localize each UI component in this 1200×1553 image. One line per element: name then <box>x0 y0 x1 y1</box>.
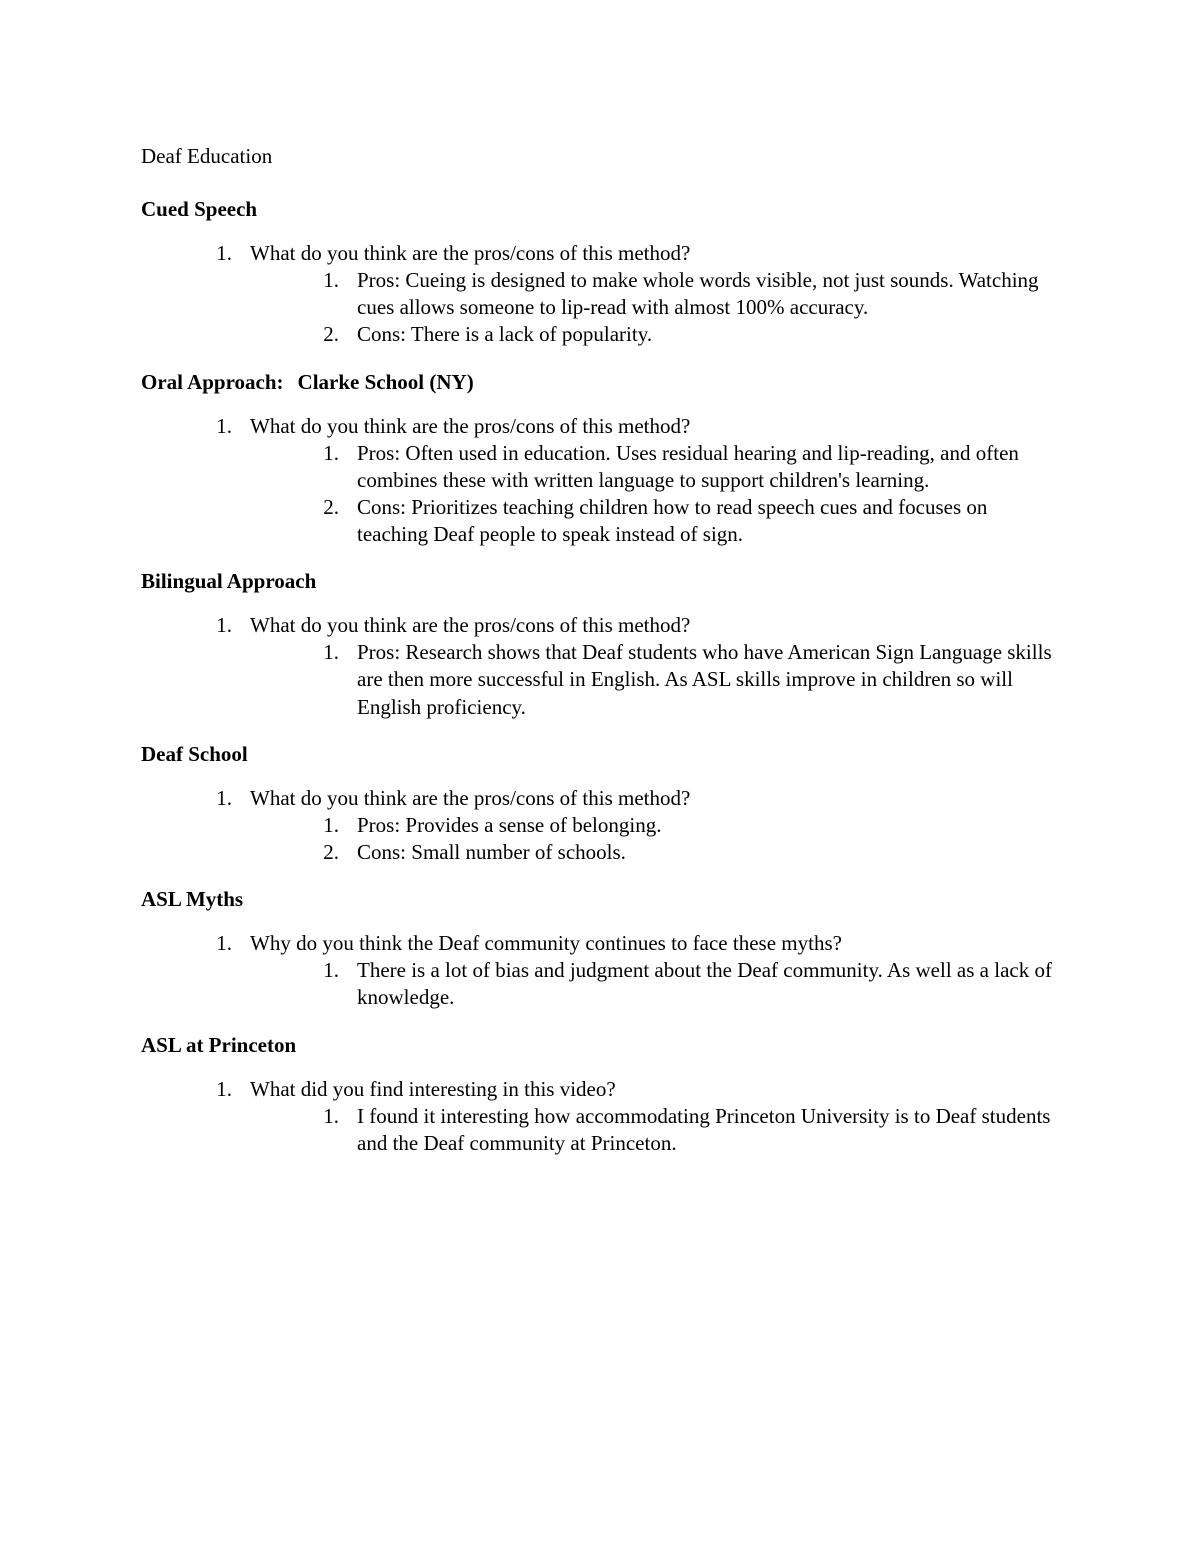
section-heading: Bilingual Approach <box>141 569 317 593</box>
list-number: 1. <box>323 268 339 292</box>
answer-text: Cons: There is a lack of popularity. <box>357 322 653 346</box>
list-number: 1. <box>216 931 232 955</box>
answer-text: I found it interesting how accommodating Princeton University is to Deaf students and the Deaf community at Princeton. <box>357 1104 1051 1156</box>
question-text: What do you think are the pros/cons of this method? <box>250 786 691 810</box>
list-number: 1. <box>216 241 232 265</box>
list-number: 2. <box>323 495 339 519</box>
section-heading: ASL Myths <box>141 887 244 911</box>
answer-text: There is a lot of bias and judgment about the Deaf community. As well as a lack of knowledge. <box>357 958 1052 1010</box>
list-number: 1. <box>323 640 339 664</box>
section-heading: Deaf School <box>141 742 248 766</box>
question-text: What do you think are the pros/cons of this method? <box>250 613 691 637</box>
section-heading-part: Oral Approach: <box>141 370 284 394</box>
list-number: 1. <box>323 958 339 982</box>
question-text: What do you think are the pros/cons of this method? <box>250 414 691 438</box>
question-text: What did you find interesting in this video? <box>250 1077 616 1101</box>
question-text: What do you think are the pros/cons of this method? <box>250 241 691 265</box>
section-heading: Cued Speech <box>141 197 258 221</box>
list-number: 1. <box>216 1077 232 1101</box>
list-number: 1. <box>323 441 339 465</box>
list-number: 1. <box>216 613 232 637</box>
answer-text: Pros: Provides a sense of belonging. <box>357 813 662 837</box>
list-number: 2. <box>323 322 339 346</box>
answer-text: Cons: Prioritizes teaching children how to read speech cues and focuses on teaching Deaf people to speak instead of sign. <box>357 495 988 547</box>
answer-text: Pros: Research shows that Deaf students who have American Sign Language skills are then more successful in English. As ASL skills improve in children so will English proficiency. <box>357 640 1052 719</box>
section-heading-part: Clarke School (NY) <box>297 370 474 394</box>
list-number: 1. <box>216 414 232 438</box>
list-number: 1. <box>323 813 339 837</box>
answer-text: Cons: Small number of schools. <box>357 840 626 864</box>
section-heading: ASL at Princeton <box>141 1033 297 1057</box>
list-number: 1. <box>216 786 232 810</box>
answer-text: Pros: Often used in education. Uses residual hearing and lip-reading, and often combines these with written language to support children's learning. <box>357 441 1019 493</box>
answer-text: Pros: Cueing is designed to make whole words visible, not just sounds. Watching cues allows someone to lip-read with almost 100% accuracy. <box>357 268 1039 320</box>
section-heading <box>141 369 474 396</box>
document-title: Deaf Education <box>141 144 273 168</box>
list-number: 2. <box>323 840 339 864</box>
question-text: Why do you think the Deaf community continues to face these myths? <box>250 931 842 955</box>
list-number: 1. <box>323 1104 339 1128</box>
